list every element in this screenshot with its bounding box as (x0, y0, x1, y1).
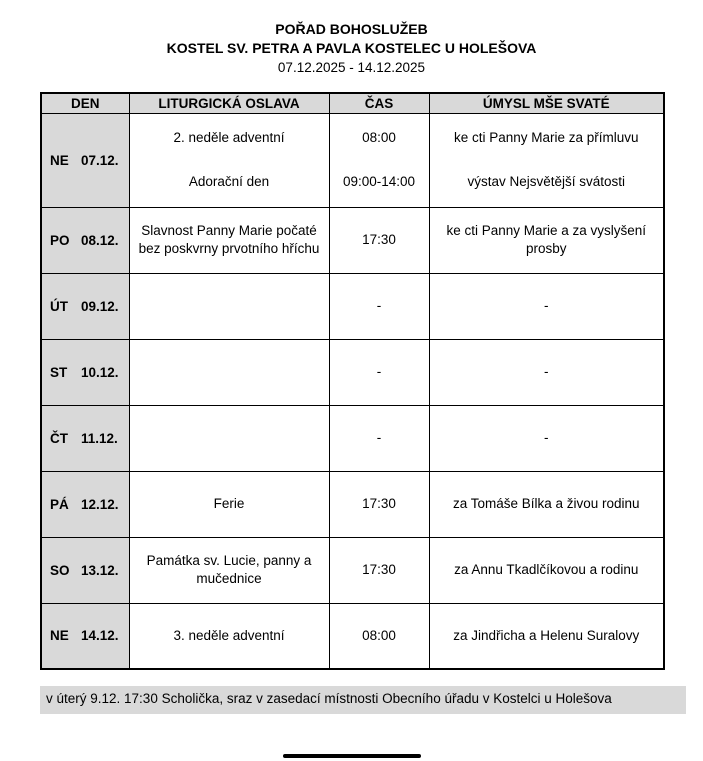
celebration-cell: Památka sv. Lucie, panny a mučednice (129, 537, 329, 603)
time-cell: 17:30 (329, 471, 429, 537)
intention-cell: - (429, 405, 664, 471)
day-date: 08.12. (81, 232, 119, 248)
day-date: 09.12. (81, 298, 119, 314)
home-indicator-bar (283, 754, 421, 758)
celebration-cell (129, 405, 329, 471)
col-header-cas: ČAS (329, 93, 429, 113)
intention-cell: za Annu Tkadlčíkovou a rodinu (429, 537, 664, 603)
time-cell: 17:30 (329, 207, 429, 273)
celebration-line: Adorační den (188, 174, 270, 189)
day-cell (41, 603, 129, 669)
celebration-cell: Slavnost Panny Marie počaté bez poskvrny prvotního hříchu (129, 207, 329, 273)
time-line: 09:00-14:00 (342, 174, 416, 189)
day-date: 10.12. (81, 364, 119, 380)
celebration-line: 2. neděle adventní (173, 130, 285, 145)
church-name: KOSTEL SV. PETRA A PAVLA KOSTELEC U HOLEŠOVA (166, 40, 537, 56)
day-cell (41, 405, 129, 471)
schedule-table (40, 92, 665, 670)
day-abbr: NE (50, 152, 69, 168)
intention-cell (429, 113, 664, 207)
intention-line: ke cti Panny Marie za přímluvu (453, 130, 639, 145)
table-row-st-1012 (41, 339, 664, 405)
celebration-cell (129, 273, 329, 339)
table-row-ct-1112 (41, 405, 664, 471)
date-range: 07.12.2025 - 14.12.2025 (277, 60, 426, 75)
day-date: 12.12. (81, 496, 119, 512)
intention-cell: - (429, 273, 664, 339)
celebration-cell: Ferie (129, 471, 329, 537)
table-row-pa-1212 (41, 471, 664, 537)
intention-cell: za Jindřicha a Helenu Suralovy (429, 603, 664, 669)
day-cell (41, 113, 129, 207)
intention-cell: ke cti Panny Marie a za vyslyšení prosby (429, 207, 664, 273)
col-header-umysl: ÚMYSL MŠE SVATÉ (429, 93, 664, 113)
day-abbr: NE (50, 628, 69, 644)
time-cell: - (329, 339, 429, 405)
table-row-ne-1412 (41, 603, 664, 669)
intention-cell: za Tomáše Bílka a živou rodinu (429, 471, 664, 537)
time-cell: 17:30 (329, 537, 429, 603)
table-row-ne-0712 (41, 113, 664, 207)
day-abbr: PO (50, 232, 70, 248)
table-row-po-0812 (41, 207, 664, 273)
celebration-cell: 3. neděle adventní (129, 603, 329, 669)
day-abbr: SO (50, 562, 70, 578)
document-header (40, 20, 663, 78)
col-header-liturgicka-oslava: LITURGICKÁ OSLAVA (129, 93, 329, 113)
time-cell (329, 113, 429, 207)
day-cell (41, 207, 129, 273)
intention-line: výstav Nejsvětější svátosti (467, 174, 626, 189)
day-cell (41, 273, 129, 339)
table-row-so-1312 (41, 537, 664, 603)
day-date: 07.12. (81, 152, 119, 168)
time-cell: 08:00 (329, 603, 429, 669)
day-abbr: ÚT (50, 298, 68, 314)
document-title: POŘAD BOHOSLUŽEB (275, 21, 428, 37)
table-row-ut-0912 (41, 273, 664, 339)
day-abbr: PÁ (50, 496, 69, 512)
table-header-row (41, 93, 664, 113)
time-line: 08:00 (362, 130, 396, 145)
day-abbr: ST (50, 364, 68, 380)
day-date: 11.12. (81, 430, 118, 446)
day-date: 13.12. (81, 562, 119, 578)
col-header-den: DEN (41, 93, 129, 113)
time-cell: - (329, 273, 429, 339)
day-cell (41, 471, 129, 537)
day-date: 14.12. (81, 628, 119, 644)
day-cell (41, 537, 129, 603)
time-cell: - (329, 405, 429, 471)
day-abbr: ČT (50, 430, 68, 446)
day-cell (41, 339, 129, 405)
celebration-cell (129, 339, 329, 405)
celebration-cell (129, 113, 329, 207)
footer-note: v úterý 9.12. 17:30 Scholička, sraz v zasedací místnosti Obecního úřadu v Kostelci u Holešova (40, 686, 686, 714)
intention-cell: - (429, 339, 664, 405)
